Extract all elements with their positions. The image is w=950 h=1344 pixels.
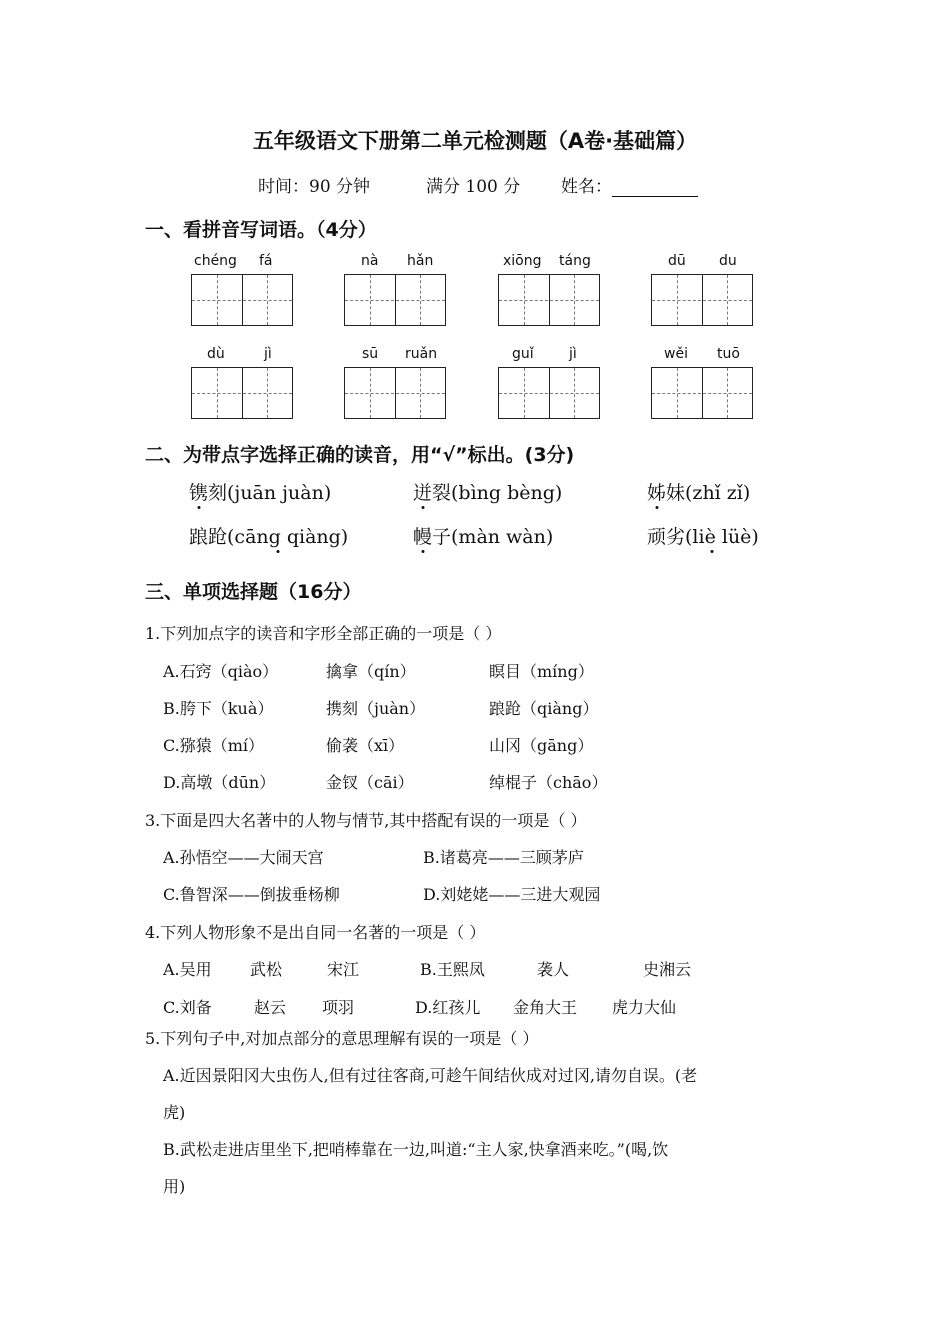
pinyin-label: dū: [668, 253, 686, 269]
question-3-stem: 3.下面是四大名著中的人物与情节,其中搭配有误的一项是（ ）: [145, 811, 587, 830]
option-b[interactable]: B.武松走进店里坐下,把哨棒靠在一边,叫道:“主人家,快拿酒来吃。”(喝,饮: [163, 1140, 669, 1159]
item-text: 子(màn wàn): [432, 526, 554, 548]
name-field: [561, 172, 698, 197]
section2-heading: 二、为带点字选择正确的读音，用“√”标出。(3分): [145, 444, 575, 466]
writing-box: [651, 274, 753, 326]
option-b-continued: 用): [163, 1177, 186, 1196]
item-text: 踉: [189, 526, 209, 548]
dotted-char: 跄(cāng qiàng): [208, 526, 349, 548]
option-a-word: 擒拿（qín）: [326, 662, 416, 681]
item-text: 刻(juān juàn): [208, 482, 332, 504]
option-word: 史湘云: [643, 960, 692, 979]
option-word: 武松: [250, 960, 283, 979]
option-b[interactable]: B.诸葛亮——三顾茅庐: [423, 848, 584, 867]
question-4-stem: 4.下列人物形象不是出自同一名著的一项是（ ）: [145, 923, 486, 942]
pinyin-label: táng: [559, 253, 591, 269]
option-d-word: 金钗（cāi）: [326, 773, 414, 792]
writing-box: [498, 367, 600, 419]
option-a[interactable]: A.孙悟空——大闹天宫: [163, 848, 324, 867]
pinyin-label: guǐ: [512, 346, 534, 362]
dotted-char: 劣(liè lüè): [666, 526, 759, 548]
option-c[interactable]: C.鲁智深——倒拔垂杨柳: [163, 885, 340, 904]
pinyin-label: jì: [569, 346, 577, 362]
name-label: 姓名：: [561, 177, 612, 197]
pinyin-label: hǎn: [407, 253, 434, 269]
section1-heading: 一、看拼音写词语。（4分）: [145, 219, 377, 241]
option-b[interactable]: B.王熙凤: [420, 960, 485, 979]
writing-box: [651, 367, 753, 419]
option-a-word: 瞑目（míng）: [489, 662, 594, 681]
option-c-word: 偷袭（xī）: [326, 736, 405, 755]
pronunciation-item[interactable]: [413, 478, 562, 505]
option-a[interactable]: A.石窍（qiào）: [163, 662, 279, 681]
writing-box: [191, 367, 293, 419]
time-info: 时间：90 分钟: [258, 177, 371, 197]
option-c[interactable]: C.猕猿（mí）: [163, 736, 265, 755]
option-b-word: 踉跄（qiàng）: [489, 699, 599, 718]
item-text: 裂(bìng bèng): [432, 482, 563, 504]
item-text: 妹(zhǐ zǐ): [666, 482, 751, 504]
pinyin-label: nà: [361, 253, 379, 269]
pinyin-label: xiōng: [503, 253, 542, 269]
writing-box: [498, 274, 600, 326]
option-b-word: 携刻（juàn）: [326, 699, 426, 718]
option-word: 袭人: [537, 960, 570, 979]
pronunciation-item[interactable]: [413, 522, 553, 549]
pronunciation-item[interactable]: [189, 478, 331, 505]
dotted-char: 姊: [647, 482, 667, 504]
pronunciation-item[interactable]: [647, 522, 759, 549]
option-a[interactable]: A.吴用: [163, 960, 212, 979]
option-c[interactable]: C.刘备: [163, 998, 212, 1017]
pinyin-label: sū: [362, 346, 379, 362]
dotted-char: 迸: [413, 482, 433, 504]
option-a[interactable]: A.近因景阳冈大虫伤人,但有过往客商,可趁午间结伙成对过冈,请勿自误。(老: [163, 1066, 698, 1085]
pinyin-label: tuō: [717, 346, 740, 362]
score-info: 满分 100 分: [426, 177, 521, 197]
writing-box: [191, 274, 293, 326]
option-word: 金角大王: [513, 998, 578, 1017]
pinyin-label: fá: [259, 253, 273, 269]
option-word: 赵云: [254, 998, 287, 1017]
item-text: 顽: [647, 526, 667, 548]
option-c-word: 山冈（gāng）: [489, 736, 594, 755]
dotted-char: 幔: [413, 526, 433, 548]
pronunciation-item[interactable]: [189, 522, 348, 549]
option-word: 宋江: [327, 960, 360, 979]
writing-box: [344, 274, 446, 326]
option-d[interactable]: D.高墩（dūn）: [163, 773, 276, 792]
pinyin-label: du: [719, 253, 737, 269]
option-word: 虎力大仙: [612, 998, 677, 1017]
question-5-stem: 5.下列句子中,对加点部分的意思理解有误的一项是（ ）: [145, 1029, 539, 1048]
writing-box: [344, 367, 446, 419]
pinyin-label: dù: [207, 346, 225, 362]
option-a-continued: 虎): [163, 1103, 186, 1122]
pinyin-label: ruǎn: [405, 346, 438, 362]
option-d[interactable]: D.刘姥姥——三进大观园: [423, 885, 601, 904]
question-1-stem: 1.下列加点字的读音和字形全部正确的一项是（ ）: [145, 624, 502, 643]
dotted-char: 镌: [189, 482, 209, 504]
option-word: 项羽: [322, 998, 355, 1017]
pronunciation-item[interactable]: [647, 478, 750, 505]
page-title: 五年级语文下册第二单元检测题（A卷·基础篇）: [252, 129, 698, 153]
option-d-word: 绰棍子（chāo）: [489, 773, 608, 792]
pinyin-label: jì: [264, 346, 272, 362]
name-blank: [612, 178, 698, 197]
pinyin-label: wěi: [664, 346, 688, 362]
option-b[interactable]: B.胯下（kuà）: [163, 699, 274, 718]
option-d[interactable]: D.红孩儿: [415, 998, 481, 1017]
pinyin-label: chéng: [194, 253, 237, 269]
section3-heading: 三、单项选择题（16分）: [145, 581, 362, 603]
